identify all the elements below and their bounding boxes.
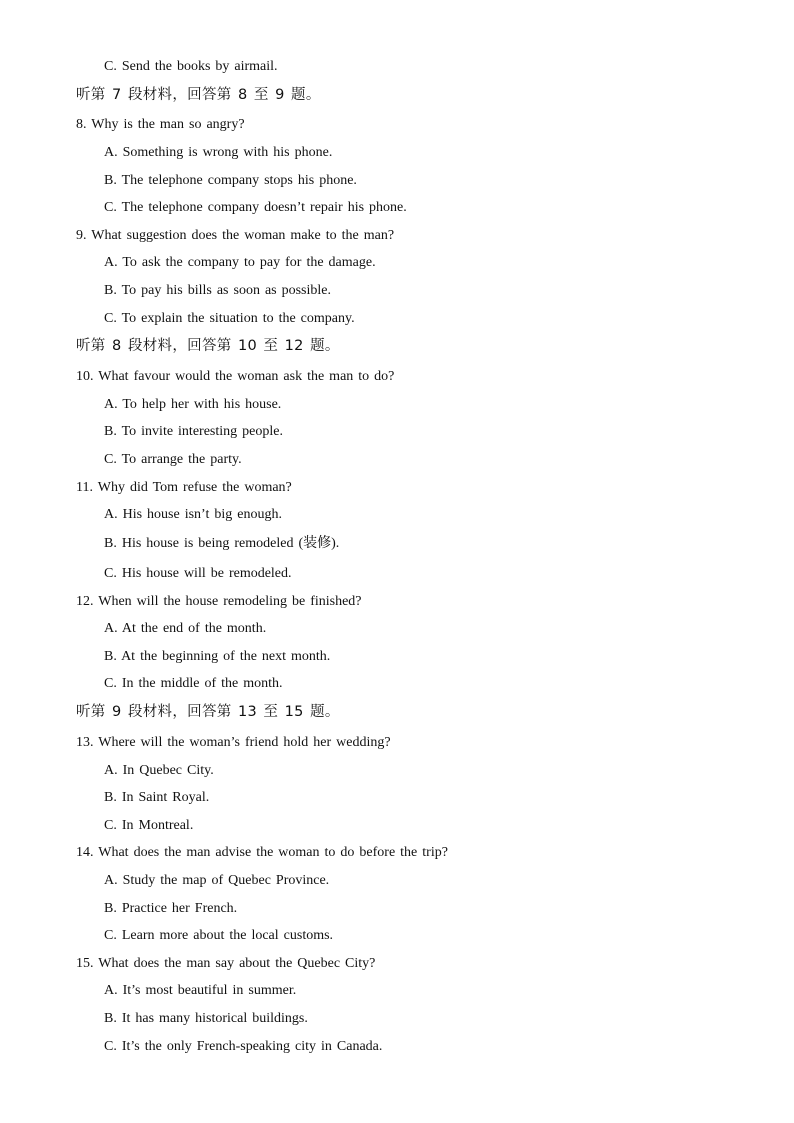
option-line: B. It has many historical buildings. <box>104 1011 308 1026</box>
question-line: 15. What does the man say about the Quebec City? <box>76 956 376 971</box>
option-line: B. The telephone company stops his phone. <box>104 173 357 188</box>
option-line: B. His house is being remodeled (装修). <box>104 536 340 551</box>
option-line: C. In Montreal. <box>104 818 194 833</box>
question-line: 11. Why did Tom refuse the woman? <box>76 480 292 495</box>
question-line: 12. When will the house remodeling be finished? <box>76 594 362 609</box>
question-line: 8. Why is the man so angry? <box>76 117 245 132</box>
option-line: A. To ask the company to pay for the damage. <box>104 255 376 270</box>
option-line: C. It’s the only French-speaking city in Canada. <box>104 1039 383 1054</box>
question-line: 14. What does the man advise the woman to do before the trip? <box>76 845 448 860</box>
option-line: C. In the middle of the month. <box>104 676 283 691</box>
option-line: C. His house will be remodeled. <box>104 566 292 581</box>
option-line: C. Send the books by airmail. <box>104 59 278 74</box>
option-line: A. Study the map of Quebec Province. <box>104 873 330 888</box>
section-heading: 听第 9 段材料，回答第 13 至 15 题。 <box>76 704 340 720</box>
section-heading: 听第 7 段材料，回答第 8 至 9 题。 <box>76 87 321 103</box>
option-line: C. To explain the situation to the company. <box>104 311 355 326</box>
question-line: 10. What favour would the woman ask the man to do? <box>76 369 395 384</box>
option-line: B. To invite interesting people. <box>104 424 283 439</box>
option-line: A. It’s most beautiful in summer. <box>104 983 297 998</box>
option-line: A. His house isn’t big enough. <box>104 507 282 522</box>
option-line: B. Practice her French. <box>104 901 238 916</box>
section-heading: 听第 8 段材料，回答第 10 至 12 题。 <box>76 338 340 354</box>
option-line: A. Something is wrong with his phone. <box>104 145 333 160</box>
option-line: A. In Quebec City. <box>104 763 214 778</box>
option-line: B. At the beginning of the next month. <box>104 649 331 664</box>
option-line: A. At the end of the month. <box>104 621 267 636</box>
option-line: B. In Saint Royal. <box>104 790 210 805</box>
question-line: 9. What suggestion does the woman make to the man? <box>76 228 395 243</box>
option-line: C. To arrange the party. <box>104 452 242 467</box>
question-line: 13. Where will the woman’s friend hold her wedding? <box>76 735 391 750</box>
option-line: C. Learn more about the local customs. <box>104 928 334 943</box>
option-line: A. To help her with his house. <box>104 397 282 412</box>
option-line: C. The telephone company doesn’t repair his phone. <box>104 200 407 215</box>
option-line: B. To pay his bills as soon as possible. <box>104 283 331 298</box>
